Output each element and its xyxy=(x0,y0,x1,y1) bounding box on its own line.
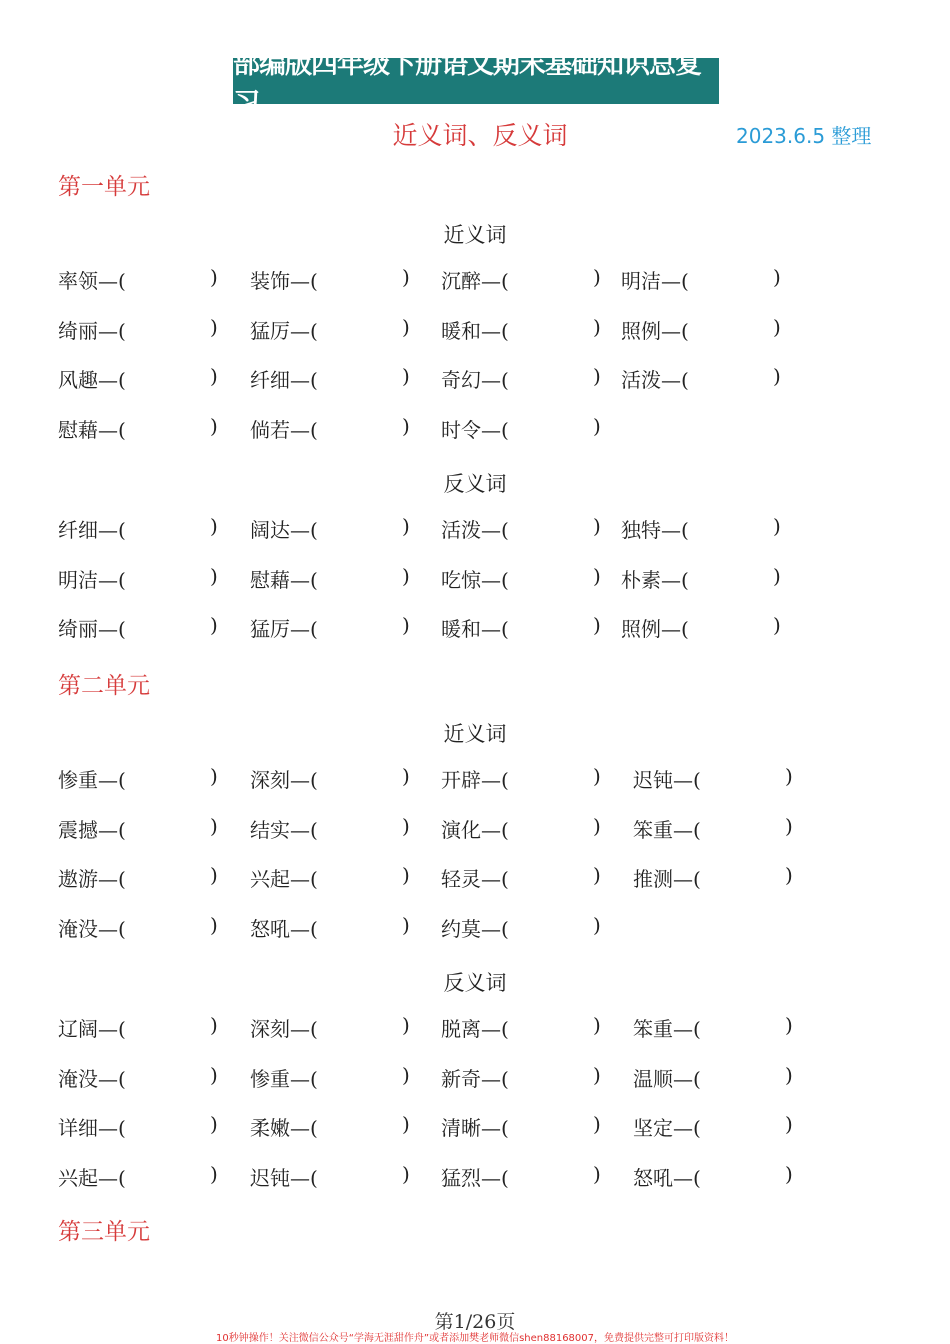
close-paren: ) xyxy=(210,863,218,888)
close-paren: ) xyxy=(593,764,601,788)
word-prompt: 暖和—( xyxy=(441,617,509,642)
word-prompt: 清晰—( xyxy=(441,1116,509,1141)
word-blank-item xyxy=(633,1112,793,1146)
section-heading: 反义词 xyxy=(443,471,507,496)
section-heading: 近义词 xyxy=(443,223,507,247)
exercise-row xyxy=(0,1063,950,1097)
word-blank-item xyxy=(250,364,410,398)
word-prompt: 怒吼—( xyxy=(633,1165,701,1190)
close-paren: ) xyxy=(773,314,781,339)
word-blank-item xyxy=(441,265,601,299)
word-prompt: 柔嫩—( xyxy=(250,1116,318,1141)
unit-title: 第一单元 xyxy=(58,174,150,200)
close-paren: ) xyxy=(773,364,781,389)
word-prompt: 迟钝—( xyxy=(250,1165,318,1190)
exercise-row xyxy=(0,1162,950,1196)
word-blank-item xyxy=(250,813,410,848)
close-paren: ) xyxy=(210,613,218,638)
exercise-row xyxy=(0,863,950,897)
close-paren: ) xyxy=(402,364,410,389)
word-blank-item xyxy=(621,364,781,398)
word-blank-item xyxy=(633,1012,793,1047)
exercise-row xyxy=(0,764,950,798)
word-prompt: 朴素—( xyxy=(621,567,689,592)
document-title-banner: 部编版四年级下册语文期末基础知识总复习 xyxy=(233,58,719,104)
word-prompt: 纤细—( xyxy=(58,517,126,542)
word-blank-item xyxy=(441,414,601,448)
close-paren: ) xyxy=(402,764,410,788)
word-blank-item xyxy=(441,1012,601,1047)
close-paren: ) xyxy=(593,913,601,938)
word-blank-item xyxy=(250,513,410,548)
word-prompt: 深刻—( xyxy=(250,768,318,792)
close-paren: ) xyxy=(593,813,601,838)
exercise-row xyxy=(0,514,950,548)
close-paren: ) xyxy=(210,513,218,538)
word-blank-item xyxy=(441,513,601,548)
word-prompt: 脱离—( xyxy=(441,1016,509,1041)
word-blank-item xyxy=(250,863,410,897)
word-prompt: 兴起—( xyxy=(58,1165,126,1190)
close-paren: ) xyxy=(593,1062,601,1087)
close-paren: ) xyxy=(210,813,218,838)
word-blank-item xyxy=(58,414,218,448)
word-blank-item xyxy=(441,613,601,647)
word-prompt: 阔达—( xyxy=(250,517,318,542)
close-paren: ) xyxy=(773,513,781,538)
date-label: 2023.6.5 整理 xyxy=(736,124,872,148)
word-prompt: 绮丽—( xyxy=(58,617,126,642)
word-prompt: 纤细—( xyxy=(250,368,318,393)
word-blank-item xyxy=(58,1112,218,1146)
close-paren: ) xyxy=(785,1012,793,1037)
footer-note: 10秒钟操作！关注微信公众号“学海无涯甜作舟”或者添加樊老师微信shen88168007，免费提供完整可打印版资料！ xyxy=(215,1333,735,1344)
unit-title: 第三单元 xyxy=(58,1219,150,1245)
close-paren: ) xyxy=(593,414,601,439)
close-paren: ) xyxy=(785,1112,793,1137)
word-prompt: 明洁—( xyxy=(58,567,126,592)
word-blank-item xyxy=(58,364,218,398)
word-blank-item xyxy=(58,913,218,947)
word-blank-item xyxy=(250,1012,410,1047)
word-blank-item xyxy=(633,1062,793,1097)
word-blank-item xyxy=(633,813,793,848)
word-blank-item xyxy=(250,764,410,798)
close-paren: ) xyxy=(210,563,218,588)
word-blank-item xyxy=(621,513,781,548)
word-prompt: 倘若—( xyxy=(250,418,318,443)
exercise-row xyxy=(0,564,950,598)
word-prompt: 坚定—( xyxy=(633,1116,701,1141)
close-paren: ) xyxy=(593,513,601,538)
word-blank-item xyxy=(633,863,793,897)
word-prompt: 慰藉—( xyxy=(58,418,126,443)
close-paren: ) xyxy=(402,414,410,439)
close-paren: ) xyxy=(593,563,601,588)
word-blank-item xyxy=(633,764,793,798)
word-blank-item xyxy=(250,1062,410,1097)
word-prompt: 惨重—( xyxy=(250,1066,318,1091)
word-prompt: 温顺—( xyxy=(633,1066,701,1091)
word-prompt: 装饰—( xyxy=(250,269,318,293)
word-blank-item xyxy=(441,364,601,398)
close-paren: ) xyxy=(210,1012,218,1037)
word-prompt: 猛厉—( xyxy=(250,617,318,642)
word-blank-item xyxy=(58,813,218,848)
word-prompt: 结实—( xyxy=(250,817,318,842)
word-prompt: 活泼—( xyxy=(621,368,689,393)
word-prompt: 新奇—( xyxy=(441,1066,509,1091)
close-paren: ) xyxy=(402,513,410,538)
close-paren: ) xyxy=(210,414,218,439)
exercise-row xyxy=(0,414,950,448)
word-blank-item xyxy=(58,1161,218,1196)
close-paren: ) xyxy=(593,1161,601,1186)
word-prompt: 详细—( xyxy=(58,1116,126,1141)
word-blank-item xyxy=(58,513,218,548)
word-prompt: 慰藉—( xyxy=(250,567,318,592)
word-blank-item xyxy=(633,1161,793,1196)
word-prompt: 淹没—( xyxy=(58,1066,126,1091)
close-paren: ) xyxy=(402,265,410,289)
word-blank-item xyxy=(58,563,218,598)
word-blank-item xyxy=(58,1062,218,1097)
word-prompt: 迟钝—( xyxy=(633,768,701,792)
exercise-row xyxy=(0,265,950,299)
word-blank-item xyxy=(621,265,781,299)
word-prompt: 兴起—( xyxy=(250,867,318,892)
word-prompt: 辽阔—( xyxy=(58,1016,126,1041)
exercise-row xyxy=(0,814,950,848)
close-paren: ) xyxy=(785,863,793,888)
word-blank-item xyxy=(441,863,601,897)
word-prompt: 活泼—( xyxy=(441,517,509,542)
close-paren: ) xyxy=(785,764,793,788)
close-paren: ) xyxy=(593,265,601,289)
word-prompt: 奇幻—( xyxy=(441,368,509,393)
exercise-row xyxy=(0,613,950,647)
word-blank-item xyxy=(441,1062,601,1097)
word-prompt: 惨重—( xyxy=(58,768,126,792)
word-blank-item xyxy=(441,813,601,848)
close-paren: ) xyxy=(210,265,218,289)
close-paren: ) xyxy=(210,913,218,938)
word-blank-item xyxy=(58,863,218,897)
word-blank-item xyxy=(250,1112,410,1146)
word-prompt: 淹没—( xyxy=(58,917,126,942)
close-paren: ) xyxy=(773,265,781,289)
close-paren: ) xyxy=(402,813,410,838)
word-prompt: 猛烈—( xyxy=(441,1165,509,1190)
close-paren: ) xyxy=(785,1062,793,1087)
document-subtitle: 近义词、反义词 xyxy=(392,121,568,150)
close-paren: ) xyxy=(773,563,781,588)
word-prompt: 绮丽—( xyxy=(58,318,126,343)
word-blank-item xyxy=(441,764,601,798)
word-blank-item xyxy=(250,414,410,448)
close-paren: ) xyxy=(210,1062,218,1087)
word-prompt: 率领—( xyxy=(58,269,126,293)
close-paren: ) xyxy=(402,1012,410,1037)
word-prompt: 独特—( xyxy=(621,517,689,542)
exercise-row xyxy=(0,1112,950,1146)
word-prompt: 照例—( xyxy=(621,318,689,343)
close-paren: ) xyxy=(402,563,410,588)
close-paren: ) xyxy=(785,813,793,838)
page-number: 第1/26页 xyxy=(434,1311,516,1333)
word-blank-item xyxy=(441,314,601,349)
close-paren: ) xyxy=(773,613,781,638)
word-prompt: 照例—( xyxy=(621,617,689,642)
word-prompt: 时令—( xyxy=(441,418,509,443)
word-prompt: 笨重—( xyxy=(633,817,701,842)
word-blank-item xyxy=(250,314,410,349)
word-prompt: 开辟—( xyxy=(441,768,509,792)
word-blank-item xyxy=(58,764,218,798)
close-paren: ) xyxy=(210,764,218,788)
exercise-row xyxy=(0,315,950,349)
close-paren: ) xyxy=(593,613,601,638)
word-prompt: 推测—( xyxy=(633,867,701,892)
word-blank-item xyxy=(621,314,781,349)
exercise-row xyxy=(0,1013,950,1047)
close-paren: ) xyxy=(402,1062,410,1087)
word-blank-item xyxy=(441,563,601,598)
word-blank-item xyxy=(441,1112,601,1146)
word-prompt: 约莫—( xyxy=(441,917,509,942)
close-paren: ) xyxy=(593,364,601,389)
word-prompt: 深刻—( xyxy=(250,1016,318,1041)
word-blank-item xyxy=(621,563,781,598)
word-blank-item xyxy=(250,1161,410,1196)
word-prompt: 猛厉—( xyxy=(250,318,318,343)
word-blank-item xyxy=(250,563,410,598)
word-blank-item xyxy=(250,265,410,299)
close-paren: ) xyxy=(593,1112,601,1137)
word-prompt: 震撼—( xyxy=(58,817,126,842)
word-blank-item xyxy=(58,314,218,349)
word-blank-item xyxy=(58,1012,218,1047)
close-paren: ) xyxy=(402,863,410,888)
word-blank-item xyxy=(250,613,410,647)
word-blank-item xyxy=(621,613,781,647)
word-prompt: 遨游—( xyxy=(58,867,126,892)
word-prompt: 怒吼—( xyxy=(250,917,318,942)
word-prompt: 演化—( xyxy=(441,817,509,842)
close-paren: ) xyxy=(210,364,218,389)
close-paren: ) xyxy=(402,613,410,638)
close-paren: ) xyxy=(402,1112,410,1137)
word-blank-item xyxy=(58,613,218,647)
close-paren: ) xyxy=(785,1161,793,1186)
word-prompt: 风趣—( xyxy=(58,368,126,393)
close-paren: ) xyxy=(402,1161,410,1186)
word-blank-item xyxy=(441,1161,601,1196)
word-prompt: 暖和—( xyxy=(441,318,509,343)
word-prompt: 笨重—( xyxy=(633,1016,701,1041)
word-blank-item xyxy=(441,913,601,947)
word-blank-item xyxy=(58,265,218,299)
exercise-row xyxy=(0,364,950,398)
close-paren: ) xyxy=(402,913,410,938)
section-heading: 反义词 xyxy=(443,970,507,995)
word-prompt: 吃惊—( xyxy=(441,567,509,592)
close-paren: ) xyxy=(210,1112,218,1137)
close-paren: ) xyxy=(210,1161,218,1186)
word-blank-item xyxy=(250,913,410,947)
close-paren: ) xyxy=(593,314,601,339)
close-paren: ) xyxy=(402,314,410,339)
close-paren: ) xyxy=(593,1012,601,1037)
exercise-row xyxy=(0,913,950,947)
word-prompt: 沉醉—( xyxy=(441,269,509,293)
close-paren: ) xyxy=(593,863,601,888)
close-paren: ) xyxy=(210,314,218,339)
word-prompt: 轻灵—( xyxy=(441,867,509,892)
section-heading: 近义词 xyxy=(443,722,507,746)
word-prompt: 明洁—( xyxy=(621,269,689,293)
unit-title: 第二单元 xyxy=(58,673,150,699)
